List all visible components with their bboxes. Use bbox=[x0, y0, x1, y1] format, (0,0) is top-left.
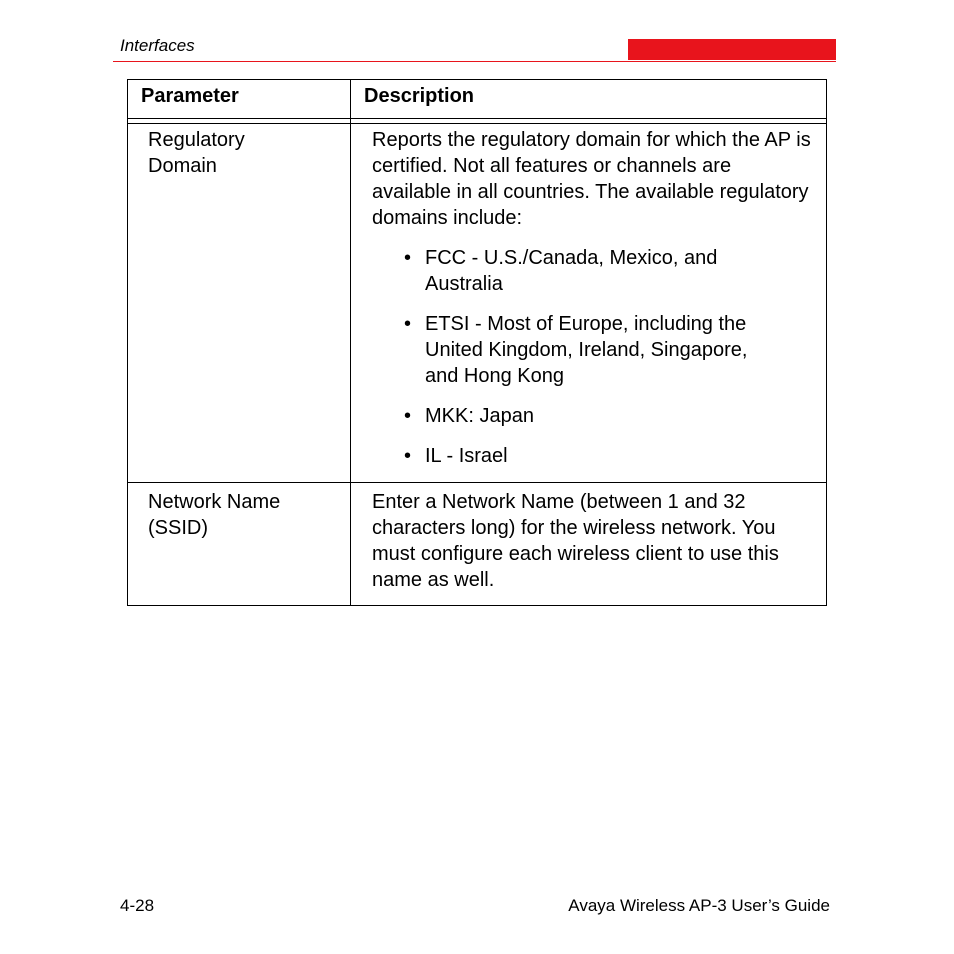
bullet-icon: • bbox=[404, 405, 412, 427]
row-divider bbox=[128, 482, 826, 483]
column-divider bbox=[350, 80, 351, 605]
parameter-table bbox=[127, 79, 827, 606]
description-text: Reports the regulatory domain for which the AP is certified. Not all features or channels are available in all countries. The available regulatory domains include: bbox=[372, 129, 811, 229]
column-header-description: Description bbox=[364, 85, 475, 107]
list-item: • MKK: Japan bbox=[404, 405, 534, 427]
table-row-parameter: Regulatory Domain bbox=[148, 129, 245, 177]
bullet-icon: • bbox=[404, 313, 412, 335]
header-divider-double bbox=[128, 123, 826, 124]
book-title: Avaya Wireless AP-3 User’s Guide bbox=[568, 896, 830, 915]
bullet-icon: • bbox=[404, 247, 412, 269]
header-accent-bar bbox=[628, 39, 836, 60]
column-header-parameter: Parameter bbox=[141, 85, 239, 107]
page-number: 4-28 bbox=[120, 896, 155, 915]
bullet-icon: • bbox=[404, 445, 412, 467]
table-row-description bbox=[372, 127, 812, 469]
section-title: Interfaces bbox=[120, 36, 195, 55]
list-item: • ETSI - Most of Europe, including the United Kingdom, Ireland, Singapore, and Hong Kong bbox=[404, 313, 748, 387]
header-divider bbox=[128, 118, 826, 119]
list-item: • FCC - U.S./Canada, Mexico, and Australia bbox=[404, 247, 718, 295]
bullet-list bbox=[372, 245, 812, 469]
table-row-parameter: Network Name (SSID) bbox=[148, 491, 281, 539]
table-row-description: Enter a Network Name (between 1 and 32 characters long) for the wireless network. You must configure each wireless client to use this name as well. bbox=[372, 491, 779, 591]
list-item: • IL - Israel bbox=[404, 445, 508, 467]
header-rule bbox=[113, 61, 836, 62]
